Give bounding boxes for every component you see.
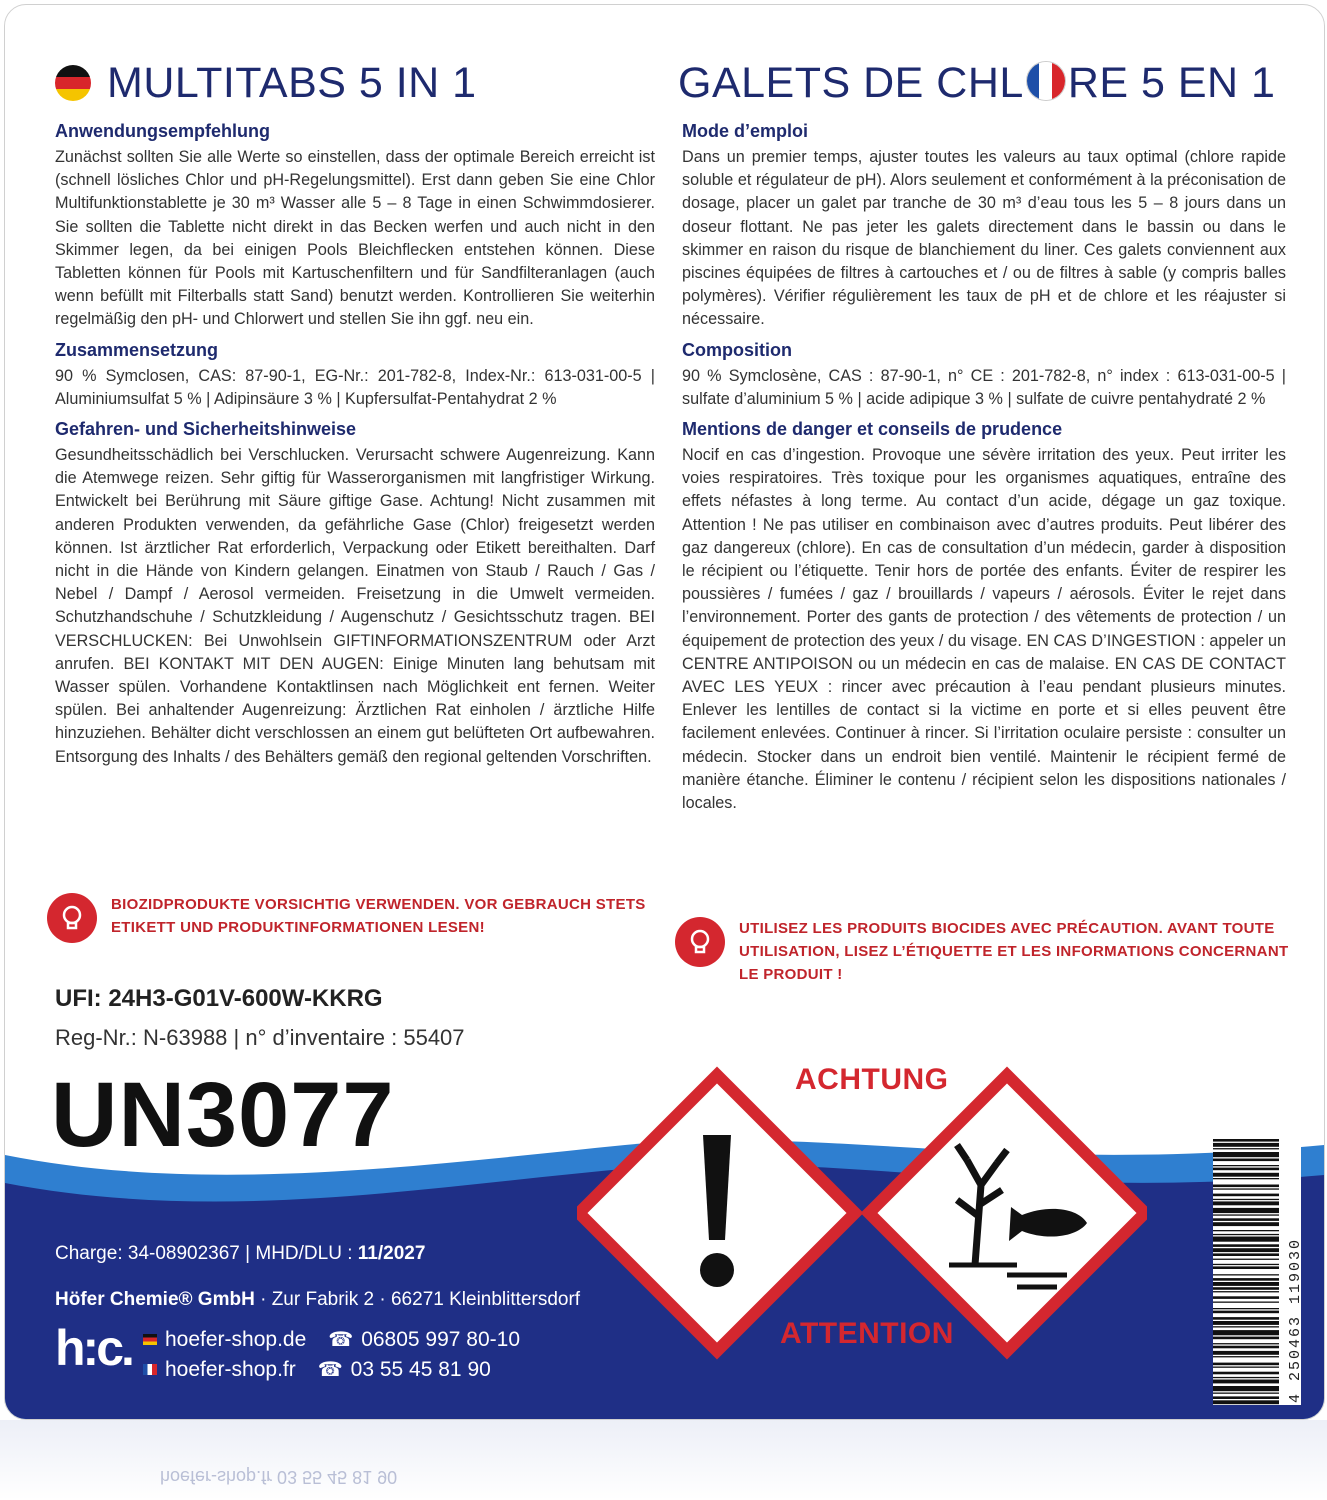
- barcode-bar: [1213, 1400, 1279, 1404]
- barcode-bar: [1213, 1386, 1279, 1391]
- barcode-bar: [1213, 1168, 1279, 1171]
- un-number: UN3077: [51, 1064, 395, 1166]
- barcode-bar: [1213, 1199, 1279, 1200]
- barcode-bar: [1213, 1259, 1279, 1260]
- barcode-bar: [1213, 1194, 1279, 1197]
- barcode-bar: [1213, 1248, 1279, 1252]
- shop-link-fr[interactable]: hoefer-shop.fr: [165, 1358, 296, 1381]
- barcode-bar: [1213, 1188, 1279, 1189]
- phone-icon: ☎: [317, 1359, 343, 1381]
- barcode-bar: [1213, 1253, 1279, 1256]
- barcode-bar: [1213, 1152, 1279, 1157]
- company-address: Höfer Chemie® GmbH · Zur Fabrik 2 · 66271 Kleinblittersdorf: [55, 1289, 581, 1310]
- german-composition-heading: Zusammensetzung: [55, 339, 219, 360]
- french-warning-line-2: UTILISATION, LISEZ L’ÉTIQUETTE ET LES INFORMATIONS CONCERNANT: [739, 943, 1289, 960]
- barcode-bar: [1213, 1377, 1279, 1378]
- german-warning-line-2: ETIKETT UND PRODUKTINFORMATIONEN LESEN!: [111, 919, 485, 936]
- phone-fr: 03 55 45 81 90: [350, 1358, 491, 1381]
- contact-row-fr: [143, 1355, 520, 1385]
- barcode-bar: [1213, 1244, 1279, 1247]
- barcode-bar: [1213, 1367, 1279, 1368]
- barcode-bar: [1213, 1311, 1279, 1314]
- french-column: [678, 57, 1286, 823]
- barcode-bar: [1213, 1321, 1279, 1325]
- barcode-bar: [1213, 1302, 1279, 1303]
- french-title: GALETS DE CHL RE 5 EN 1: [678, 59, 1276, 107]
- barcode-bar: [1213, 1208, 1279, 1213]
- barcode-bar: [1213, 1351, 1279, 1355]
- barcode-bar: [1213, 1393, 1279, 1394]
- german-column: [51, 57, 655, 777]
- german-flag-icon: [143, 1334, 157, 1345]
- barcode-bar: [1213, 1291, 1279, 1292]
- german-flag-icon: [55, 65, 91, 101]
- barcode-bar: [1213, 1282, 1279, 1286]
- barcode-bar: [1213, 1185, 1279, 1188]
- barcode-bar: [1213, 1346, 1279, 1349]
- barcode-bar: [1213, 1330, 1279, 1335]
- barcode-bar: [1213, 1237, 1279, 1242]
- barcode-bar: [1213, 1234, 1279, 1235]
- company-logo: h:c.: [55, 1320, 132, 1376]
- barcode-bar: [1213, 1165, 1279, 1166]
- barcode-bar: [1213, 1148, 1279, 1149]
- barcode-bar: [1213, 1287, 1279, 1290]
- lightbulb-warning-icon: [675, 917, 725, 967]
- barcode-bar: [1213, 1356, 1279, 1357]
- french-biocide-warning: [675, 917, 1288, 986]
- barcode-bar: [1213, 1296, 1279, 1299]
- barcode-bar: [1213, 1218, 1279, 1221]
- barcode-bar: [1213, 1363, 1279, 1366]
- reflection: [0, 1420, 1327, 1500]
- french-usage-heading: Mode d’emploi: [682, 121, 808, 141]
- german-usage-heading: Anwendungsempfehlung: [55, 121, 270, 141]
- german-usage-text: Zunächst sollten Sie alle Werte so einstellen, dass der optimale Bereich erreicht ist (schnell lösliches Chlor und pH-Regelungsmittel). Erst dann geben Sie eine Chlor Multifunktionstablette je 30 m³ Wasser alle 5 – 8 Tage in einen Schwimmdosierer. Sie sollten die Tablette nicht direkt in das Becken werfen und auch nicht in den Skimmer legen, da bei einigen Pools Bleichflecken entstehen können. Diese Tabletten können für Pools mit Kartuschenfiltern und für Sandfilteranlagen (auch wenn befüllt mit Filterballs statt Sand) benutzt werden. Kontrollieren Sie weiterhin regelmäßig den pH- und Chlorwert und stellen Sie ihn ggf. neu ein.: [55, 148, 655, 329]
- barcode-bar: [1213, 1173, 1279, 1177]
- barcode-bar: [1213, 1274, 1279, 1275]
- barcode-bar: [1213, 1143, 1279, 1147]
- french-composition-text: 90 % Symclosène, CAS : 87-90-1, n° CE : 201-782-8, n° index : 613-031-00-5 | sulfate d’aluminium 5 % | acide adipique 3 % | sulfate de cuivre pentahydraté 2 %: [682, 366, 1286, 408]
- barcode-bar: [1213, 1380, 1279, 1384]
- french-flag-icon: [143, 1364, 157, 1375]
- german-title: MULTITABS 5 IN 1: [51, 57, 655, 109]
- barcode-bar: [1213, 1139, 1279, 1142]
- french-composition-heading: Composition: [682, 339, 792, 360]
- reflection-text: hoefer-shop.fr 03 55 45 81 90: [160, 1467, 398, 1487]
- french-warning-line-3: LE PRODUIT !: [739, 966, 843, 983]
- barcode-bar: [1213, 1372, 1279, 1375]
- exclamation-pictogram-icon: [579, 1075, 855, 1351]
- barcode-bar: [1213, 1214, 1279, 1215]
- german-composition-text: 90 % Symclosen, CAS: 87-90-1, EG-Nr.: 201-782-8, Index-Nr.: 613-031-00-5 | Aluminiumsulfat 5 % | Adipinsäure 3 % | Kupfersulfat-Pentahydrat 2 %: [55, 366, 655, 408]
- signal-word-de: ACHTUNG: [795, 1063, 949, 1096]
- french-warning-line-1: UTILISEZ LES PRODUITS BIOCIDES AVEC PRÉCAUTION. AVANT TOUTE: [739, 920, 1275, 937]
- ufi-code: UFI: 24H3-G01V-600W-KKRG: [55, 985, 383, 1012]
- barcode-bar: [1213, 1317, 1279, 1320]
- french-hazards-heading: Mentions de danger et conseils de prudence: [682, 419, 1063, 440]
- batch-and-expiry: Charge: 34-08902367 | MHD/DLU : 11/2027: [55, 1243, 426, 1264]
- barcode-bar: [1213, 1337, 1279, 1340]
- environment-pictogram-icon: [869, 1075, 1145, 1351]
- german-hazards-heading: Gefahren- und Sicherheitshinweise: [55, 419, 357, 440]
- shop-link-de[interactable]: hoefer-shop.de: [165, 1328, 307, 1351]
- contact-row-de: [143, 1325, 520, 1355]
- barcode-bar: [1213, 1343, 1279, 1344]
- barcode-bar: [1213, 1278, 1279, 1281]
- barcode-number: 4 250463 119030: [1287, 1237, 1304, 1403]
- french-flag-icon: [1026, 61, 1066, 101]
- german-hazards-text: Gesundheitsschädlich bei Verschlucken. Verursacht schwere Augenreizung. Kann die Atemwege reizen. Sehr giftig für Wasserorganismen mit langfristiger Wirkung. Entwickelt bei Berührung mit Säure giftige Gase. Achtung! Nicht zusammen mit anderen Produkten verwenden, da gefährliche Gase (Chlor) freigesetzt werden können. Ist ärztlicher Rat erforderlich, Verpackung oder Etikett bereithalten. Darf nicht in die Hände von Kindern gelangen. Einatmen von Staub / Rauch / Gas / Nebel / Dampf / Aerosol vermeiden. Freisetzung in die Umwelt vermeiden. Schutzhandschuhe / Schutzkleidung / Augenschutz / Gesichtsschutz tragen. BEI VERSCHLUCKEN: Bei Unwohlsein GIFTINFORMATIONSZENTRUM oder Arzt anrufen. BEI KONTAKT MIT DEN AUGEN: Einige Minuten lang behutsam mit Wasser spülen. Vorhandene Kontaktlinsen nach Möglichkeit ent fernen. Weiter spülen. Bei anhaltender Augenreizung: Ärztlichen Rat einholen / ärztliche Hilfe hinzuziehen. Behälter dicht verschlossen an einem gut belüfteten Ort aufbewahren. Entsorgung des Inhalts / des Behälters gemäß den regional geltenden Vorschriften.: [55, 446, 655, 766]
- product-label: [4, 4, 1325, 1420]
- registration-number: Reg-Nr.: N-63988 | n° d’inventaire : 55407: [55, 1025, 465, 1050]
- german-biocide-warning: [47, 893, 646, 943]
- barcode-bar: [1213, 1266, 1279, 1269]
- barcode-bar: [1213, 1230, 1279, 1231]
- french-hazards-text: Nocif en cas d’ingestion. Provoque une sévère irritation des yeux. Peut irriter les voies respiratoires. Très toxique pour les organismes aquatiques, entraîne des effets néfastes à long terme. Au contact d’un acide, dégage un gaz toxique. Attention ! Ne pas utiliser en combinaison avec d’autres produits. Peut libérer des gaz dangereux (chlore). En cas de consultation d’un médecin, garder à disposition le récipient ou l’étiquette. Tenir hors de portée des enfants. Éviter de respirer les poussières / fumées / gaz / brouillards / vapeurs / aérosols. Éviter le rejet dans l’environnement. Porter des gants de protection / des vêtements de protection / un équipement de protection des yeux / du visage. EN CAS D’INGESTION : appeler un CENTRE ANTIPOISON ou un médecin en cas de malaise. EN CAS DE CONTACT AVEC LES YEUX : rincer avec précaution à l’eau pendant plusieurs minutes. Enlever les lentilles de contact si la victime en porte et si elles peuvent être facilement enlevées. Continuer à rincer. Si l’irritation oculaire persiste : consulter un médecin. Stocker dans un endroit bien ventilé. Maintenir le récipient fermé de manière étanche. Éliminer le contenu / récipient selon les dispositions nationales / locales.: [682, 446, 1286, 813]
- barcode-bar: [1213, 1159, 1279, 1162]
- barcode-bar: [1213, 1396, 1279, 1399]
- barcode-bar: [1213, 1178, 1279, 1179]
- signal-word-fr: ATTENTION: [780, 1317, 954, 1350]
- contact-block: [143, 1325, 520, 1385]
- phone-icon: ☎: [328, 1329, 354, 1351]
- french-usage-text: Dans un premier temps, ajuster toutes les valeurs au taux optimal (chlore rapide soluble et régulateur de pH). Alors seulement et conformément à la préconisation de dosage, placer un galet par tranche de 30 m³ d’eau tous les 5 – 8 jours dans un doseur flottant. Ne pas jeter les galets directement dans le bassin ou dans le skimmer en raison du risque de blanchiement du liner. Ces galets conviennent aux piscines équipées de filtres à cartouches et / ou de filtres à sable (y compris balles polymères). Vérifier régulièrement les taux de pH et de chlore et les réajuster si nécessaire.: [682, 148, 1286, 329]
- phone-de: 06805 997 80-10: [361, 1328, 521, 1351]
- barcode-bar: [1213, 1308, 1279, 1309]
- barcode-bar: [1213, 1326, 1279, 1327]
- barcode-bar: [1213, 1222, 1279, 1226]
- lightbulb-warning-icon: [47, 893, 97, 943]
- barcode-bar: [1213, 1201, 1279, 1205]
- barcode-bar: [1213, 1264, 1279, 1265]
- german-warning-line-1: BIOZIDPRODUKTE VORSICHTIG VERWENDEN. VOR GEBRAUCH STETS: [111, 896, 646, 913]
